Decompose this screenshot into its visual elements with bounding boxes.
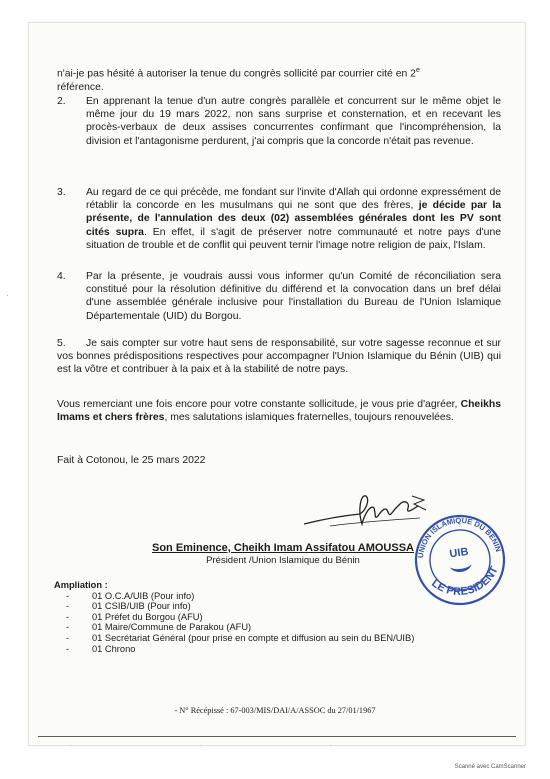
item-text: Par la présente, je voudrais aussi vous informer qu'un Comité de réconciliation sera constitué pour la résolution définitive du différend et la convocation dans un bref délai d'une assemblée générale inclusive pour l'installation du Bureau de l'Union Islamique Départementale (UID) du Borgou. xyxy=(86,271,501,322)
item-number: 5. xyxy=(57,338,66,349)
item-text: En apprenant la tenue d'un autre congrès parallèle et concurrent sur le même objet le même jour du 19 mars 2022, non sans surprise et consternation, et en recevant les procès-verbaux de deux assises concurrentes confirmant que l'incompréhension, la division et l'antagonisme perdurent, j'ai compris que la concorde n'était pas revenue. xyxy=(86,96,501,147)
list-item: - 01 Maire/Commune de Parakou (AFU) xyxy=(66,622,252,633)
list-item: - 01 Préfet du Borgou (AFU) xyxy=(66,611,203,622)
item-text: Je sais compter sur votre haut sens de responsabilité, sur votre sagesse reconnue et sur vos bonnes prédispositions respectives pour accompagner l'Union Islamique du Bénin (UIB) qui est la vôtre et contribuer à la paix et à la stabilité de notre pays. xyxy=(57,338,501,376)
intro-paragraph xyxy=(57,64,501,94)
ampliation-heading: Ampliation : xyxy=(54,580,108,590)
closing-paragraph: Vous remerciant une fois encore pour votre constante sollicitude, je vous prie d'agréer, Cheikhs Imams et chers frères, mes salutations islamiques fraternelles, toujours renouvelées. xyxy=(57,399,501,424)
decision-bold-text: je décide par la présente, de l'annulation des deux (02) assemblées générales dont les PV sont cités supra xyxy=(86,200,501,238)
item-number: 2. xyxy=(57,96,66,107)
list-item: - 01 Chrono xyxy=(66,643,136,654)
footer-receipt-number: - N° Récépissé : 67-003/MIS/DAI/A/ASSOC du 27/01/1967 xyxy=(174,706,376,715)
signatory-title: Président /Union Islamique du Bénin xyxy=(206,555,360,566)
closing-bold-text: Cheikhs Imams et chers frères xyxy=(57,399,501,424)
date-line: Fait à Cotonou, le 25 mars 2022 xyxy=(57,455,206,466)
scanner-watermark: Scanné avec CamScanner xyxy=(454,764,526,770)
list-item: - 01 O.C.A/UIB (Pour info) xyxy=(66,590,195,601)
list-item xyxy=(57,186,501,252)
signatory-name: Son Eminence, Cheikh Imam Assifatou AMOUSSA xyxy=(151,542,414,554)
svg-text:UNION ISLAMIQUE DU BENIN: UNION ISLAMIQUE DU BENIN xyxy=(415,515,504,559)
list-item: - 01 CSIB/UIB (Pour info) xyxy=(66,601,191,612)
item-number: 4. xyxy=(57,271,66,282)
list-item xyxy=(57,270,501,323)
item-number: 3. xyxy=(57,187,66,198)
svg-text:LE PRESIDENT: LE PRESIDENT xyxy=(429,564,501,599)
scan-speck: . xyxy=(70,742,72,748)
signatory-block xyxy=(118,542,448,566)
footer-rule xyxy=(38,736,516,737)
margin-mark: ` xyxy=(6,294,9,303)
scan-speck: . xyxy=(330,742,332,748)
svg-text:UIB: UIB xyxy=(448,545,470,561)
intro-line: n'ai-je pas hésité à autoriser la tenue du congrès sollicité par courrier cité en 2 xyxy=(57,68,416,80)
item-text: Au regard de ce qui précède, me fondant sur l'invite d'Allah qui ordonne expressément de rétablir la concorde en les musulmans qui ne sont que des frères, je décide par la présente, de l'annulation des deux (02) assemblées générales dont les PV sont cités supra. En effet, il s'agit de préserver notre communauté et notre pays d'une situation de trouble et de conflit qui peuvent ternir l'image notre religion de paix, l'Islam. xyxy=(86,187,501,251)
list-item: - 01 Secrétariat Général (pour prise en compte et diffusion au sein du BEN/UIB) xyxy=(66,632,415,643)
intro-line-2: référence. xyxy=(57,81,104,93)
ampliation-list xyxy=(54,580,414,654)
intro-superscript: e xyxy=(415,67,420,74)
list-item xyxy=(57,337,501,377)
scan-speck: . xyxy=(200,742,202,748)
list-item xyxy=(57,95,501,148)
